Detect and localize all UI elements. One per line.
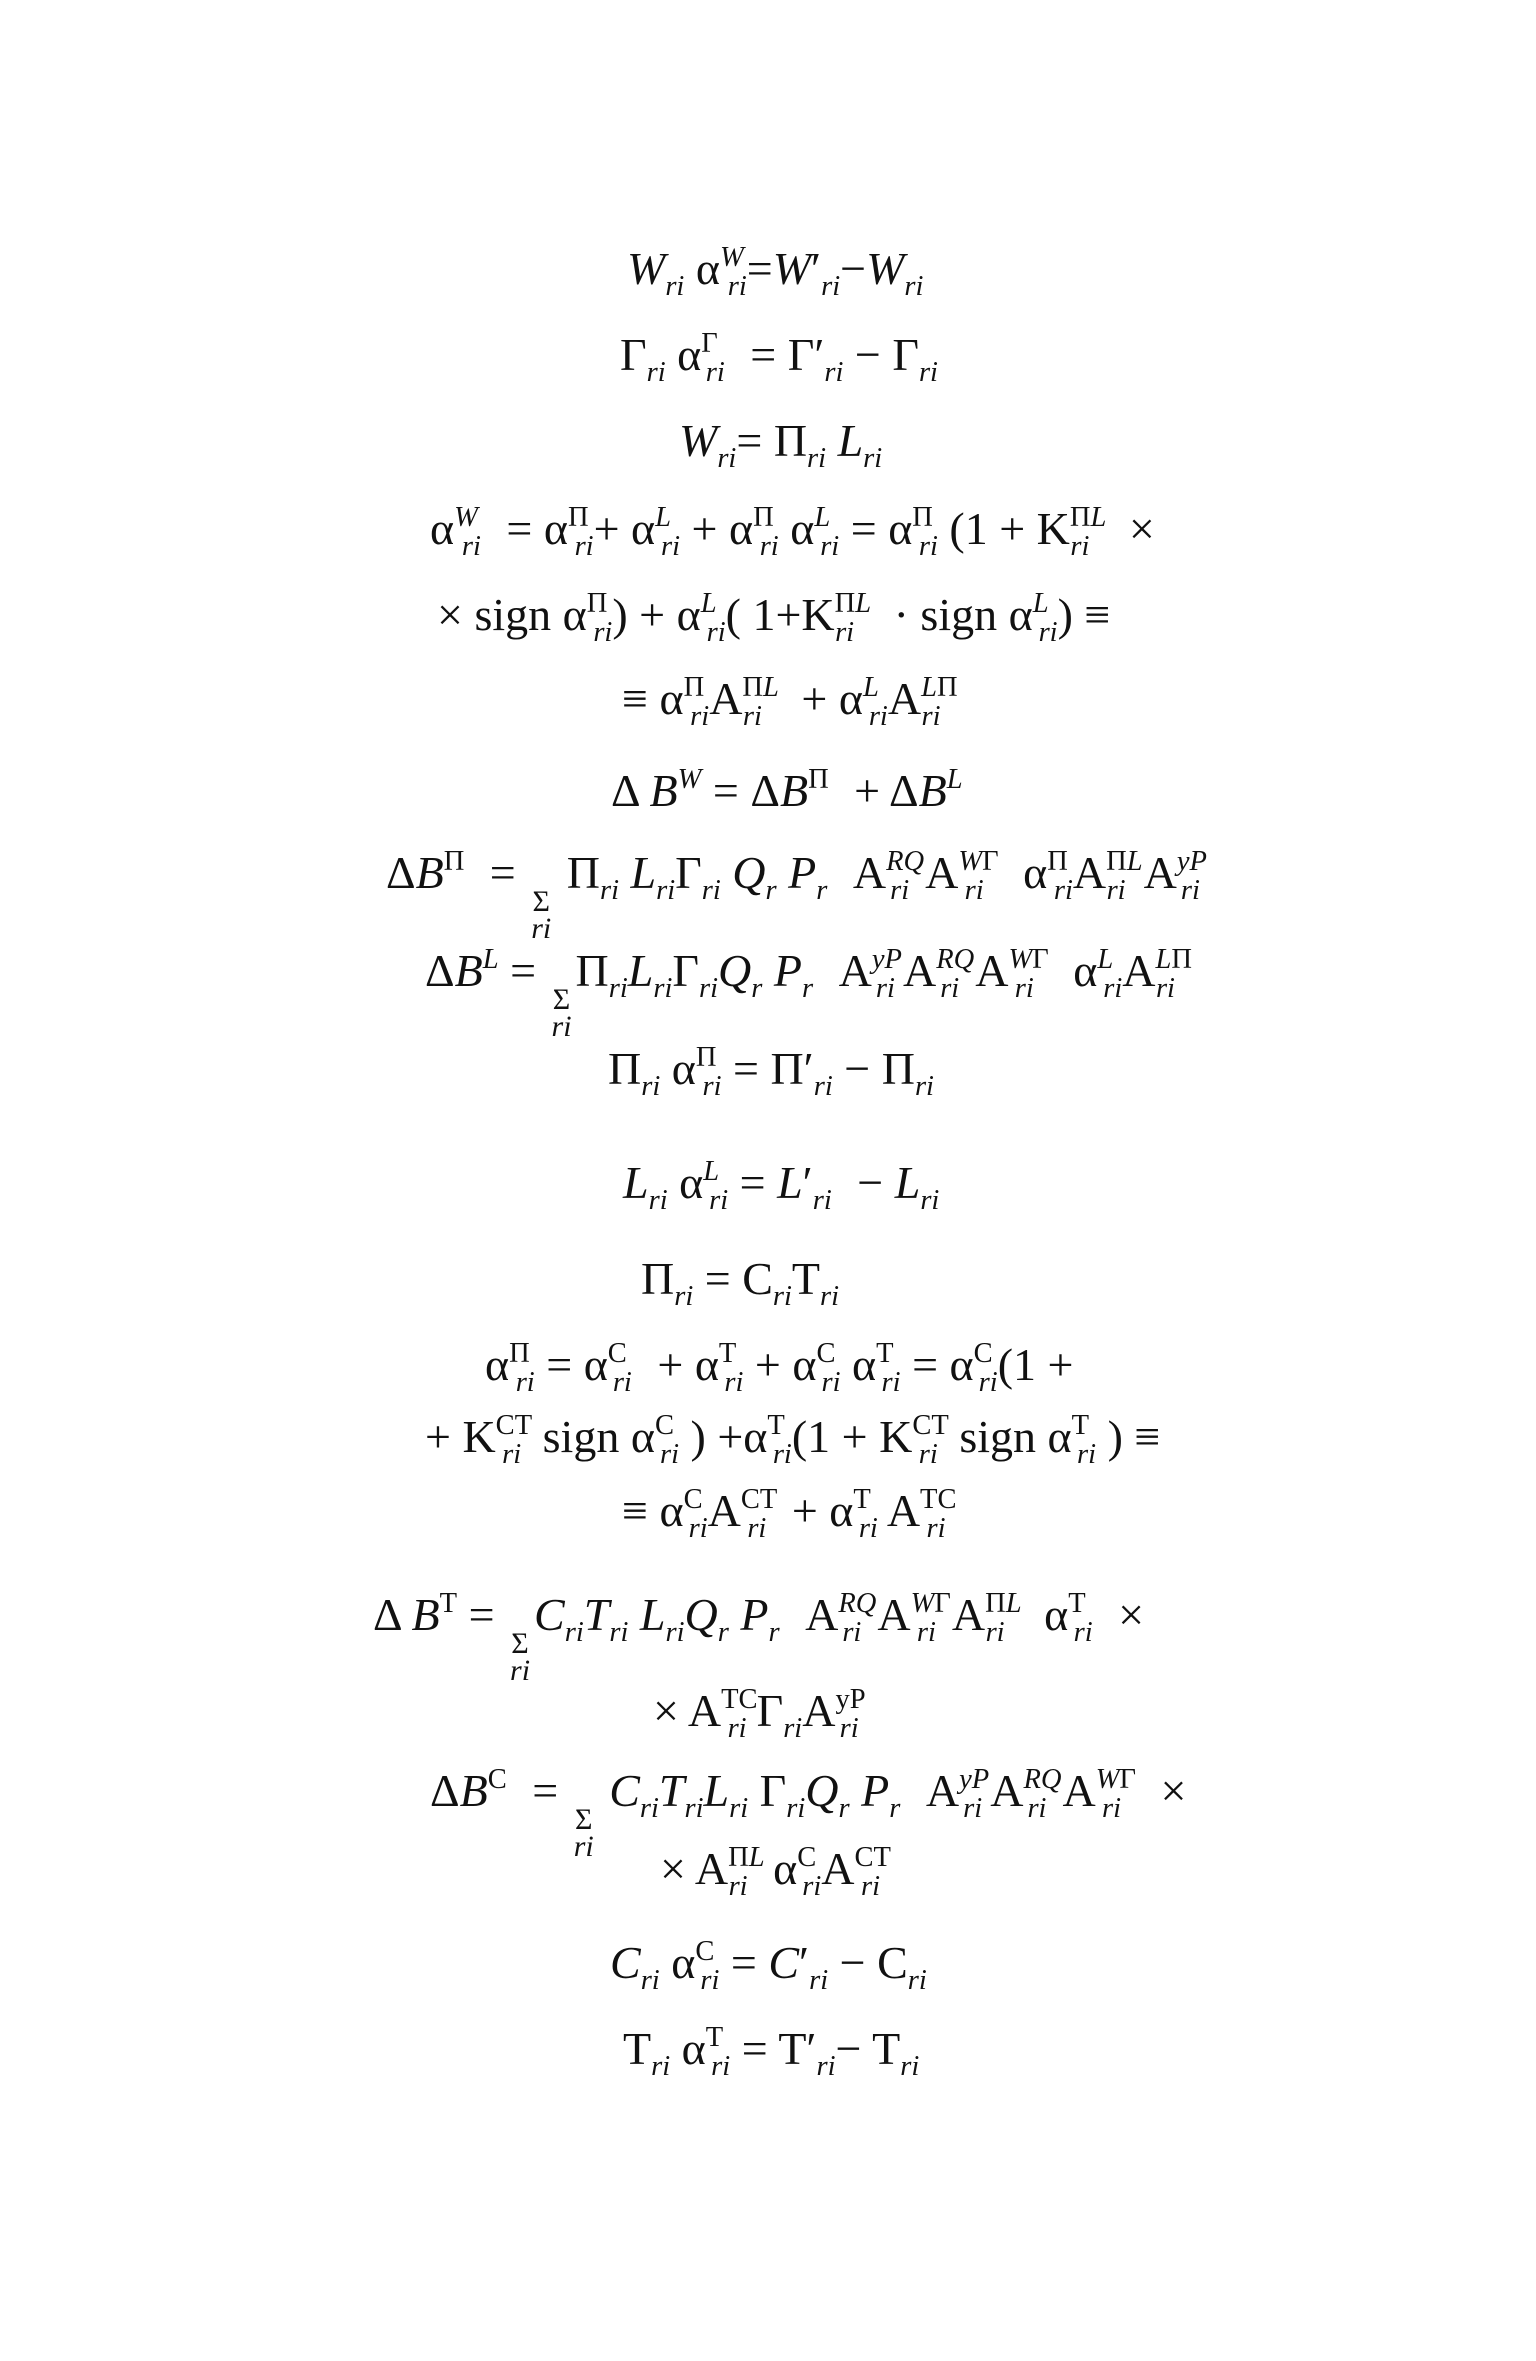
equation-gamma-growth: $\Gamma_{ri}$ $\alpha^\Gamma_{ri} = \Gamma'_{ri} - \Gamma_{ri}$ — [620, 328, 938, 388]
equation-alpha-w-line1: $\alpha^W_{ri} = \alpha^\Pi_{ri}+ \alpha^L_{ri} + \alpha^\Pi_{ri}$ $\alpha^L_{ri} = \alpha^\Pi_{ri}$ ($1 + K^{\Pi L}_{ri}$ × — [430, 502, 1155, 562]
equation-l-growth: $L_{ri}$ $\alpha^L_{ri} = L'_{ri} - L_{ri}$ — [623, 1156, 940, 1216]
equation-alpha-w-line2: × sign $\alpha^\Pi_{ri}) + \alpha^L_{ri}$( $1+K^{\Pi L}_{ri}$ · sign $\alpha^L_{ri}$) ≡ — [437, 588, 1111, 648]
equation-delta-b-c-line2: × $A^{\Pi L}_{ri}$ $\alpha^C_{ri}A^{CT}_{ri}$ — [660, 1842, 891, 1902]
equation-alpha-pi-line2: + $K^{CT}_{ri}$ sign $\alpha^C_{ri}$ ) $+\alpha^T_{ri}(1 + K^{CT}_{ri}$ sign $\alpha^T_{ri}$ ) ≡ — [425, 1410, 1161, 1470]
equation-delta-b-t-line1: Δ $B^T$ = Σ ri $C_{ri}T_{ri}$ $L_{ri}Q_r$ $P_r$ $A^{RQ}_{ri}$ $A^{W\Gamma}_{ri}$ $A^{\Pi L}_{ri}$ $\alpha^T_{ri}$ × — [373, 1588, 1145, 1687]
equation-alpha-pi-line1: $\alpha^\Pi_{ri} = \alpha^C_{ri} + \alpha^T_{ri} + \alpha^C_{ri}$ $\alpha^T_{ri} = \alpha^C_{ri}(1$ + — [485, 1338, 1074, 1398]
equation-w-growth: $W_{ri}$ $\alpha^W_{ri}=W'_{ri}-W_{ri}$ — [627, 242, 924, 302]
equation-c-growth: $C_{ri}$ $\alpha^C_{ri} = C'_{ri} - C_{ri}$ — [610, 1936, 927, 1996]
equation-delta-b-w: Δ $B^W = \Delta B^\Pi + \Delta B^L$ — [611, 764, 963, 816]
equation-alpha-pi-line3: ≡ $\alpha^C_{ri}A^{CT}_{ri} + \alpha^T_{ri}$ $A^{TC}_{ri}$ — [622, 1484, 957, 1544]
equation-delta-b-c-line1: $\Delta B^C$ = Σ ri $C_{ri}T_{ri}L_{ri}$ $\Gamma_{ri}Q_r$ $P_r$ $A^{yP}_{ri}$ $A^{RQ}_{ri}$ $A^{W\Gamma}_{ri}$ × — [430, 1764, 1187, 1863]
equation-t-growth: $T_{ri}$ $\alpha^T_{ri} = T'_{ri}- T_{ri}$ — [623, 2022, 920, 2082]
equation-w-definition: $W_{ri}= \Pi_{ri}$ $L_{ri}$ — [679, 415, 883, 474]
equation-pi-growth: $\Pi_{ri}$ $\alpha^\Pi_{ri} = \Pi'_{ri} - \Pi_{ri}$ — [608, 1042, 934, 1102]
equation-pi-definition: $\Pi_{ri} = C_{ri}T_{ri}$ — [641, 1253, 840, 1312]
equation-delta-b-l: $\Delta B^L$ = Σ ri $\Pi_{ri}L_{ri}\Gamma_{ri}Q_r$ $P_r$ $A^{yP}_{ri}$ $A^{RQ}_{ri}$ $A^{W\Gamma}_{ri}$ $\alpha^L_{ri}A^{L\Pi}_{ri}$ — [425, 944, 1192, 1043]
equation-alpha-w-line3: ≡ $\alpha^\Pi_{ri}A^{\Pi L}_{ri} + \alpha^L_{ri}A^{L\Pi}_{ri}$ — [622, 672, 958, 732]
equation-delta-b-pi: $\Delta B^\Pi$ = Σ ri $\Pi_{ri}$ $L_{ri}\Gamma_{ri}$ $Q_r$ $P_r$ $A^{RQ}_{ri}$ $A^{W\Gamma}_{ri}$ $\alpha^\Pi_{ri}A^{\Pi L}_{ri}$ $A^{yP}_{ri}$ — [386, 846, 1207, 945]
equation-delta-b-t-line2: × $A^{TC}_{ri}$ $\Gamma_{ri}A^{yP}_{ri}$ — [653, 1684, 866, 1744]
